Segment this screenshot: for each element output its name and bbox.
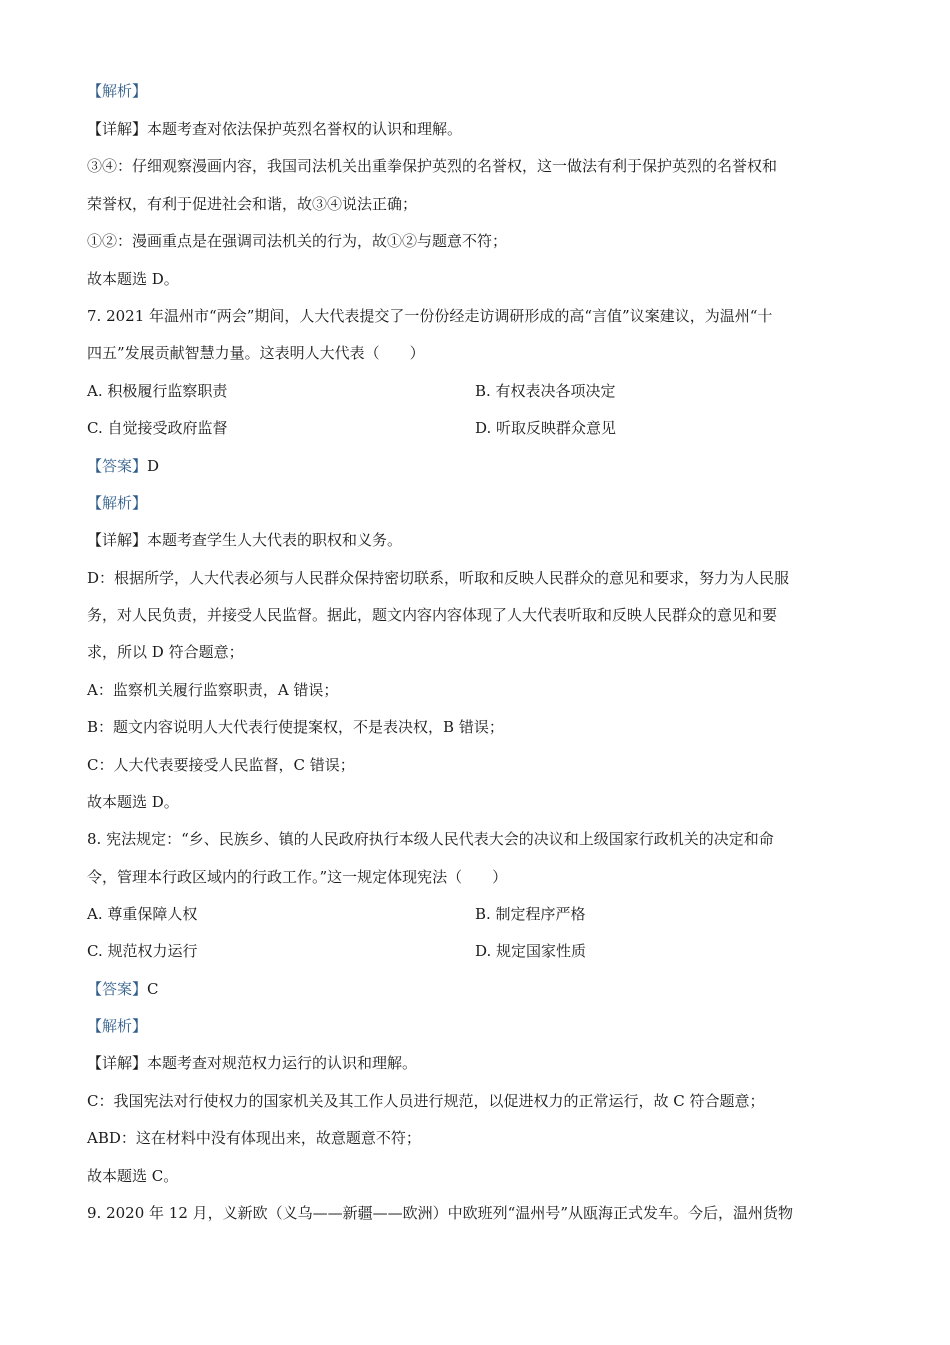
- explanation-line: ③④：仔细观察漫画内容，我国司法机关出重拳保护英烈的名誉权，这一做法有利于保护英烈的名誉权和: [87, 157, 778, 175]
- answer-tag: 【答案】: [87, 457, 148, 475]
- q7-analysis-heading: [87, 493, 877, 513]
- explanation-line: ABD：这在材料中没有体现出来，故意题意不符；: [87, 1129, 421, 1147]
- detail-text: 本题考查对依法保护英烈名誉权的认识和理解。: [147, 120, 463, 138]
- explanation-line: B：题文内容说明人大代表行使提案权，不是表决权，B 错误；: [87, 718, 504, 736]
- explanation-line: A：监察机关履行监察职责，A 错误；: [87, 681, 339, 699]
- q7-detail-line: [87, 530, 877, 550]
- explanation-line: C：人大代表要接受人民监督，C 错误；: [87, 756, 355, 774]
- answer-tag: 【答案】: [87, 980, 148, 998]
- q7-answer-line: [87, 456, 877, 476]
- q7-option-b: B. 有权表决各项决定: [475, 382, 616, 400]
- q8-stem: 令，管理本行政区域内的行政工作。”这一规定体现宪法（ ）: [87, 868, 508, 886]
- explanation-line: 求，所以 D 符合题意；: [87, 643, 244, 661]
- detail-tag: 【详解】: [87, 120, 148, 138]
- q7-stem: 7. 2021 年温州市“两会”期间，人大代表提交了一份份经走访调研形成的高“言值”议案建议，为温州“十: [87, 307, 773, 325]
- q7-stem: 四五”发展贡献智慧力量。这表明人大代表（ ）: [87, 344, 425, 362]
- q9-stem: 9. 2020 年 12 月，义新欧（义乌——新疆——欧洲）中欧班列“温州号”从瓯海正式发车。今后，温州货物: [87, 1204, 793, 1222]
- detail-text: 本题考查学生人大代表的职权和义务。: [147, 531, 403, 549]
- q8-option-b: B. 制定程序严格: [475, 905, 586, 923]
- q8-option-d: D. 规定国家性质: [475, 942, 587, 960]
- detail-line: [87, 119, 877, 139]
- answer-value: C: [147, 980, 159, 998]
- q8-option-c: C. 规范权力运行: [87, 942, 198, 960]
- q7-option-c: C. 自觉接受政府监督: [87, 419, 228, 437]
- explanation-line: ①②：漫画重点是在强调司法机关的行为，故①②与题意不符；: [87, 232, 508, 250]
- conclusion-line: 故本题选 D。: [87, 793, 179, 811]
- analysis-tag: 【解析】: [87, 82, 148, 100]
- q7-option-d: D. 听取反映群众意见: [475, 419, 617, 437]
- answer-value: D: [147, 457, 160, 475]
- conclusion-line: 故本题选 D。: [87, 270, 179, 288]
- analysis-tag: 【解析】: [87, 494, 148, 512]
- detail-tag: 【详解】: [87, 1054, 148, 1072]
- q8-detail-line: [87, 1053, 877, 1073]
- q8-option-a: A. 尊重保障人权: [87, 905, 198, 923]
- analysis-heading: [87, 81, 877, 101]
- q8-stem: 8. 宪法规定：“乡、民族乡、镇的人民政府执行本级人民代表大会的决议和上级国家行政机关的决定和命: [87, 830, 774, 848]
- detail-text: 本题考查对规范权力运行的认识和理解。: [147, 1054, 418, 1072]
- explanation-line: C：我国宪法对行使权力的国家机关及其工作人员进行规范，以促进权力的正常运行，故 C 符合题意；: [87, 1092, 765, 1110]
- analysis-tag: 【解析】: [87, 1017, 148, 1035]
- q8-analysis-heading: [87, 1016, 877, 1036]
- explanation-line: 务，对人民负责，并接受人民监督。据此，题文内容内容体现了人大代表听取和反映人民群众的意见和要: [87, 606, 778, 624]
- detail-tag: 【详解】: [87, 531, 148, 549]
- q8-answer-line: [87, 979, 877, 999]
- explanation-line: D：根据所学，人大代表必须与人民群众保持密切联系，听取和反映人民群众的意见和要求，努力为人民服: [87, 569, 790, 587]
- q7-option-a: A. 积极履行监察职责: [87, 382, 228, 400]
- conclusion-line: 故本题选 C。: [87, 1167, 179, 1185]
- explanation-line: 荣誉权，有利于促进社会和谐，故③④说法正确；: [87, 195, 418, 213]
